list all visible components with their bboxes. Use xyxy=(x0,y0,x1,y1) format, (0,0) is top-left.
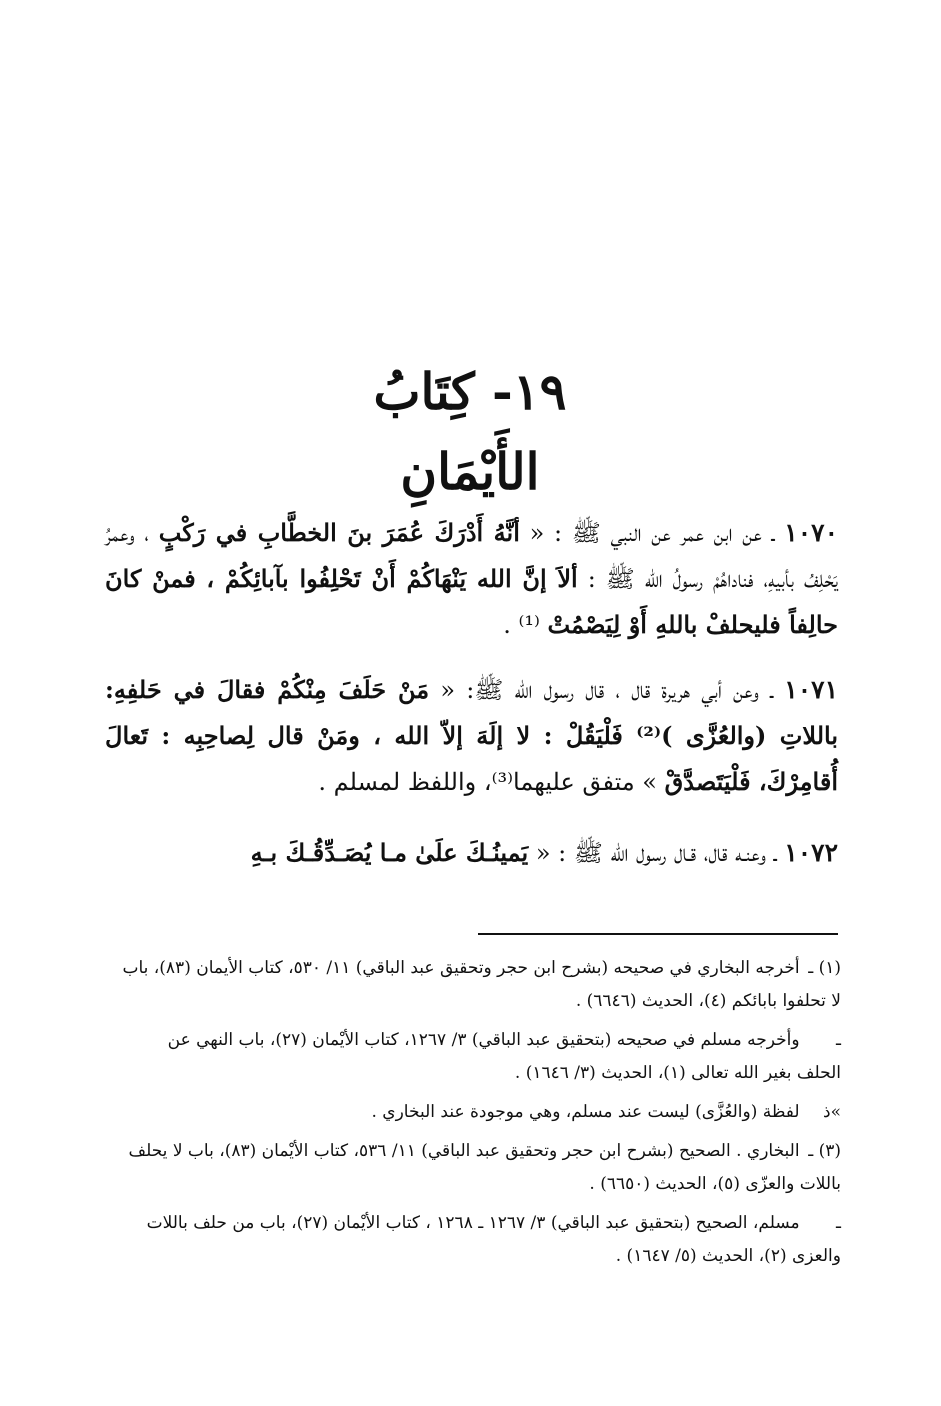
hadith-source: » متفق عليهما⁽³⁾، واللفظ لمسلم . xyxy=(318,768,665,796)
footnote-text: مسلم، الصحيح (بتحقيق عبد الباقي) ٣/ ١٢٦٧ ـ ١٢٦٨ ، كتاب الأيْمان (٢٧)، باب من حلف باللات والعزى (٢)، الحديث (٥/ ١٦٤٧) . xyxy=(146,1213,841,1266)
hadith-number: ١٠٧٢ xyxy=(784,838,838,867)
hadith-number: ١٠٧١ xyxy=(784,675,839,704)
footnote-text: البخاري . الصحيح (بشرح ابن حجر وتحقيق عبد الباقي) ١١/ ٥٣٦، كتاب الأيْمان (٨٣)، باب لا يحلف باللات والعزّى (٥)، الحديث (٦٦٥٠) . xyxy=(128,1141,841,1194)
hadith-matn: ألاَ إنَّ الله يَنْهَاكُمْ أَنْ تَحْلِفُوا بآبائِكُمْ ، فمنْ كانَ حالِفاً فليحلفْ باللهِ أَوْ لِيَصْمُتْ xyxy=(105,564,838,639)
footnote xyxy=(121,1096,841,1129)
footnote-mark: ـ xyxy=(836,1030,841,1050)
hadith-1071 xyxy=(105,667,838,805)
footnote-mark: (١) ـ xyxy=(808,958,841,978)
hadith-narration: ، وعمرُ يَحْلِفُ بأبيهِ، فناداهُمْ رسولُ الله ﷺ : xyxy=(105,519,838,593)
footnote xyxy=(121,1024,841,1090)
hadith-1072 xyxy=(105,830,838,876)
footnote-text: لفظة (والعُزَّى) ليست عند مسلم، وهي موجودة عند البخاري . xyxy=(371,1102,800,1122)
footnote xyxy=(121,1207,841,1273)
footnote xyxy=(121,952,841,1018)
hadith-intro: ـ وعن أبي هريرة قال ، قال رسول الله ﷺ: « xyxy=(429,676,785,704)
hadith-matn: مَنْ حَلَفَ مِنْكُمْ فقالَ في حَلفِهِ: باللاتِ (والعُزَّى )⁽²⁾ فَلْيَقُلْ : لا إلَهَ إلاّ الله ، ومَنْ قال لِصاحِبِه : تَعالَ أُقامِرْكَ، فَلْيَتَصدَّقْ xyxy=(105,675,838,796)
footnote xyxy=(121,1135,841,1201)
footnote-text: أخرجه البخاري في صحيحه (بشرح ابن حجر وتحقيق عبد الباقي) ١١/ ٥٣٠، كتاب الأيمان (٨٣)، باب لا تحلفوا بابائكم (٤)، الحديث (٦٦٤٦) . xyxy=(122,958,841,1011)
hadith-1070 xyxy=(105,510,838,648)
hadith-footnote-ref: ⁽¹⁾ . xyxy=(503,611,548,639)
footnotes xyxy=(121,952,841,1279)
footnote-mark: ـ xyxy=(836,1213,841,1233)
chapter-title: ١٩- كِتَابُ الأَيْمَانِ xyxy=(373,362,567,501)
hadith-matn: يَمينُـكَ علَىٰ مـا يُصَـدِّقُـكَ بـهِ xyxy=(250,838,529,867)
footnote-text: وأخرجه مسلم في صحيحه (بتحقيق عبد الباقي) ٣/ ١٢٦٧، كتاب الأيْمان (٢٧)، باب النهي عن الحلف بغير الله تعالى (١)، الحديث (٣/ ١٦٤٦) . xyxy=(167,1030,841,1083)
hadith-number: ١٠٧٠ xyxy=(784,518,838,547)
hadith-matn: أنَّهُ أَدْرَكَ عُمَرَ بنَ الخطَّابِ في رَكْبٍ xyxy=(158,518,520,547)
hadith-intro: ـ وعنـه قال، قـال رسول الله ﷺ : « xyxy=(528,839,785,867)
footnote-divider xyxy=(478,933,838,935)
footnote-mark: »ذ xyxy=(823,1102,841,1122)
footnote-mark: (٣) ـ xyxy=(808,1141,841,1161)
hadith-intro: ـ عن ابن عمر عن النبي ﷺ : « xyxy=(519,519,785,547)
